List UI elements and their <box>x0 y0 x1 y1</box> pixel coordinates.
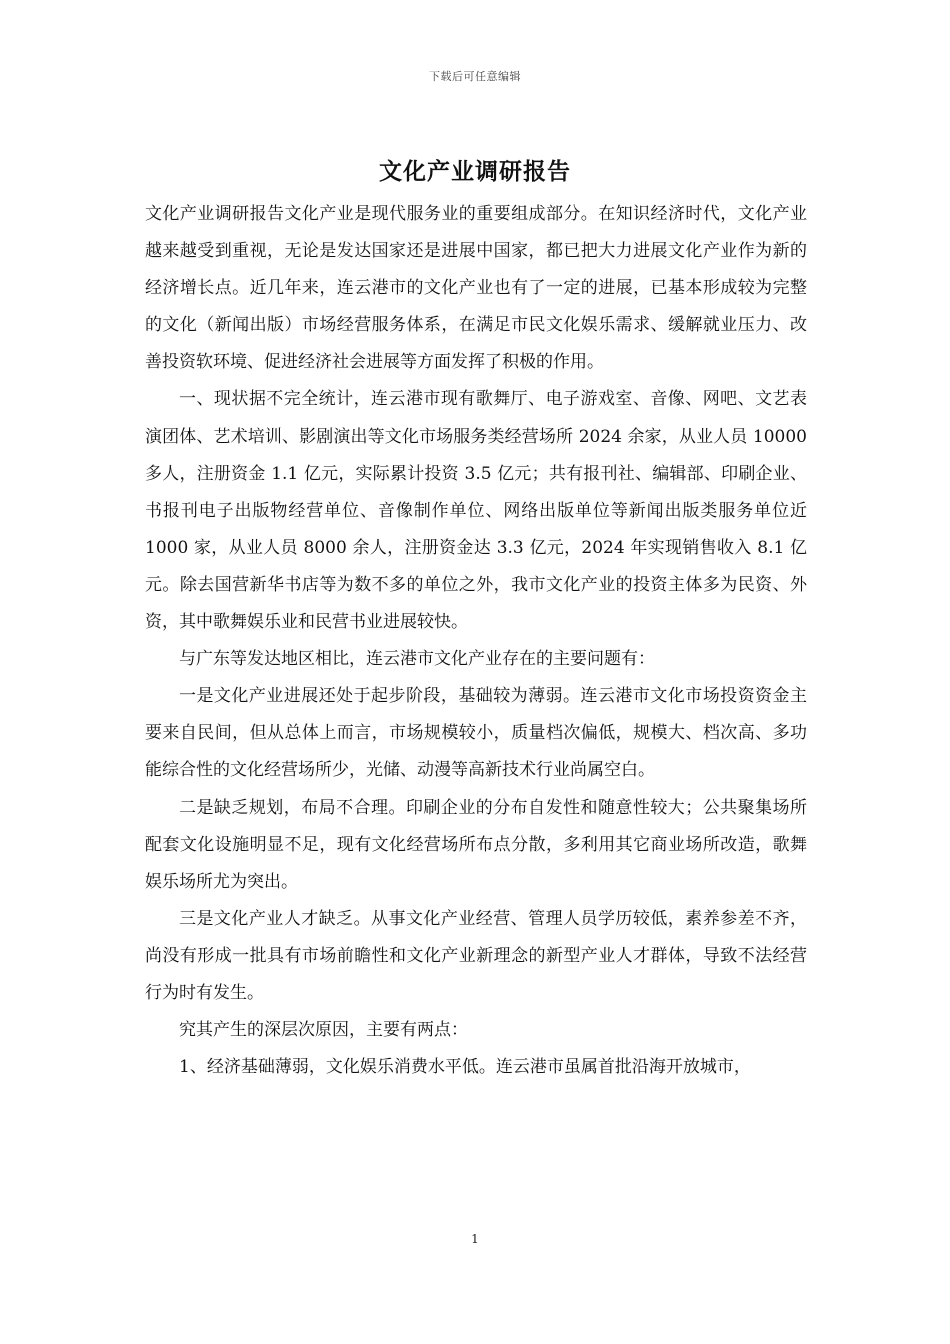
header-note: 下载后可任意编辑 <box>429 70 521 83</box>
document-title: 文化产业调研报告 <box>379 158 571 185</box>
paragraph-problems-intro: 与广东等发达地区相比，连云港市文化产业存在的主要问题有： <box>179 649 655 670</box>
paragraph-intro: 文化产业调研报告文化产业是现代服务业的重要组成部分。在知识经济时代，文化产业越来越受到重视，无论是发达国家还是进展中国家，都已把大力进展文化产业作为新的经济增长点。近几年来，连云港市的文化产业也有了一定的进展，已基本形成较为完整的文化（新闻出版）市场经营服务体系，在满足市民文化娱乐需求、缓解就业压力、改善投资软环境、促进经济社会进展等方面发挥了积极的作用。 <box>145 204 807 373</box>
paragraph-status: 一、现状据不完全统计，连云港市现有歌舞厅、电子游戏室、音像、网吧、文艺表演团体、艺术培训、影剧演出等文化市场服务类经营场所 2024 余家，从业人员 10000 多人，注册资金 1.1 亿元，实际累计投资 3.5 亿元；共有报刊社、编辑部、印刷企业、书报刊电子出版物经营单位、音像制作单位、网络出版单位等新闻出版类服务单位近 1000 家，从业人员 8000 余人，注册资金达 3.3 亿元，2024 年实现销售收入 8.1 亿元。除去国营新华书店等为数不多的单位之外，我市文化产业的投资主体多为民资、外资，其中歌舞娱乐业和民营书业进展较快。 <box>145 389 807 633</box>
page-number: 1 <box>471 1232 479 1246</box>
paragraph-causes-intro: 究其产生的深层次原因，主要有两点： <box>179 1020 468 1041</box>
paragraph-problem-1: 一是文化产业进展还处于起步阶段，基础较为薄弱。连云港市文化市场投资资金主要来自民间，但从总体上而言，市场规模较小，质量档次偏低，规模大、档次高、多功能综合性的文化经营场所少，光储、动漫等高新技术行业尚属空白。 <box>145 686 807 781</box>
paragraph-problem-3: 三是文化产业人才缺乏。从事文化产业经营、管理人员学历较低，素养参差不齐，尚没有形成一批具有市场前瞻性和文化产业新理念的新型产业人才群体，导致不法经营行为时有发生。 <box>145 908 807 1003</box>
paragraph-cause-1: 1、经济基础薄弱，文化娱乐消费水平低。连云港市虽属首批沿海开放城市， <box>179 1057 751 1078</box>
document-body <box>145 196 807 1086</box>
paragraph-problem-2: 二是缺乏规划，布局不合理。印刷企业的分布自发性和随意性较大；公共聚集场所配套文化设施明显不足，现有文化经营场所布点分散，多利用其它商业场所改造，歌舞娱乐场所尤为突出。 <box>145 797 807 892</box>
